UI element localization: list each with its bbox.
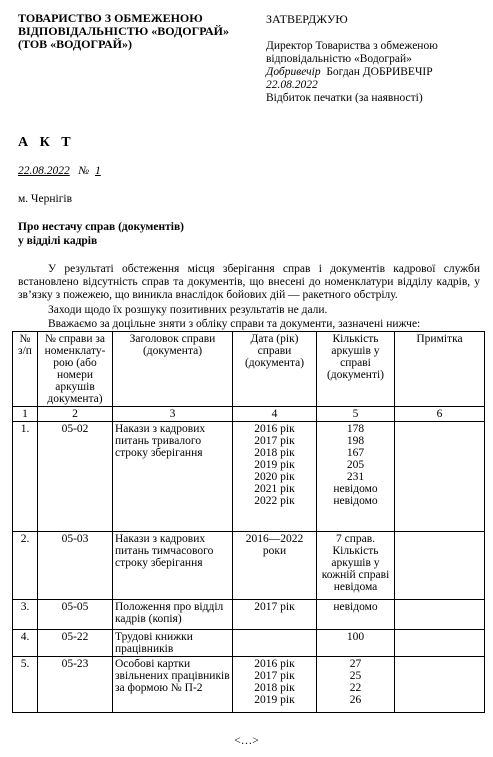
row-years bbox=[233, 600, 317, 630]
sheets-value: 231 bbox=[346, 471, 365, 483]
number-label: № bbox=[78, 165, 90, 177]
header-case-no: № справи за номенклату-рою (або номери аркушів документа) bbox=[38, 332, 113, 407]
year-value: 2021 рік bbox=[254, 483, 295, 495]
document-subject bbox=[18, 220, 184, 248]
org-line-1: ТОВАРИСТВО З ОБМЕЖЕНОЮ bbox=[18, 11, 203, 25]
sheets-value: 100 bbox=[346, 631, 365, 643]
seal-note: Відбиток печатки (за наявності) bbox=[266, 92, 423, 104]
sheets-value: 27 bbox=[349, 658, 362, 670]
row-case-no: 05-23 bbox=[38, 657, 113, 713]
signature: Добривечір bbox=[266, 66, 321, 78]
row-years bbox=[233, 532, 317, 600]
sheets-value: 178 bbox=[346, 423, 365, 435]
row-num: 4. bbox=[13, 630, 38, 657]
row-note bbox=[395, 600, 485, 630]
year-value: 2016 рік bbox=[254, 423, 295, 435]
row-title: Положення про відділ кадрів (копія) bbox=[113, 600, 233, 630]
org-line-3: (ТОВ «ВОДОГРАЙ») bbox=[18, 37, 132, 51]
row-case-no: 05-22 bbox=[38, 630, 113, 657]
row-title: Накази з кадрових питань тимчасового строку зберігання bbox=[113, 532, 233, 600]
table-row bbox=[13, 600, 485, 630]
year-value: 2017 рік bbox=[254, 435, 295, 447]
director-name: Богдан ДОБРИВЕЧІР bbox=[326, 66, 433, 78]
col-number: 5 bbox=[317, 407, 395, 422]
year-value: 2016 рік bbox=[254, 658, 295, 670]
row-sheets bbox=[317, 657, 395, 713]
row-years bbox=[233, 630, 317, 657]
header-date: Дата (рік) справи (документа) bbox=[233, 332, 317, 407]
sheets-value: 198 bbox=[346, 435, 365, 447]
sheets-value: невідомо bbox=[333, 483, 378, 495]
col-number: 4 bbox=[233, 407, 317, 422]
paragraph-2: Заходи щодо їх розшуку позитивних результатів не дали. bbox=[48, 304, 328, 316]
paragraph-1: У результаті обстеження місця зберігання справ і документів кадрової служби встановлено відсутність справ та документів, що внесені до номенклатури відділу кадрів, у зв’язку з пожежею, що виникла внаслідок бойових дій — ракетного обстрілу. bbox=[18, 263, 480, 301]
col-number: 6 bbox=[395, 407, 485, 422]
year-value: 2016—2022 роки bbox=[245, 533, 304, 557]
header-title: Заголовок справи (документа) bbox=[113, 332, 233, 407]
year-value: 2020 рік bbox=[254, 471, 295, 483]
row-title: Трудові книжки працівників bbox=[113, 630, 233, 657]
sheets-value: 167 bbox=[346, 447, 365, 459]
row-case-no: 05-02 bbox=[38, 422, 113, 532]
document-number: 1 bbox=[94, 165, 101, 177]
row-sheets bbox=[317, 532, 395, 600]
column-number-row bbox=[13, 407, 485, 422]
document-title: А К Т bbox=[18, 135, 75, 150]
paragraph-3: Вважаємо за доцільне зняти з обліку справи та документи, зазначені нижче: bbox=[48, 318, 421, 330]
sheets-value: невідомо bbox=[333, 495, 378, 507]
year-value: 2022 рік bbox=[254, 495, 295, 507]
approval-signature-line bbox=[266, 66, 486, 79]
row-num: 5. bbox=[13, 657, 38, 713]
col-number: 1 bbox=[13, 407, 38, 422]
subject-line-2: у відділі кадрів bbox=[18, 235, 98, 247]
row-sheets bbox=[317, 630, 395, 657]
row-title: Накази з кадрових питань тривалого строку зберігання bbox=[113, 422, 233, 532]
table-row bbox=[13, 657, 485, 713]
row-case-no: 05-05 bbox=[38, 600, 113, 630]
year-value: 2017 рік bbox=[254, 670, 295, 682]
sheets-value: 26 bbox=[349, 694, 362, 706]
approval-date: 22.08.2022 bbox=[266, 79, 318, 91]
approval-line-1: Директор Товариства з обмеженою bbox=[266, 40, 438, 52]
table-row bbox=[13, 532, 485, 600]
year-value: 2019 рік bbox=[254, 694, 295, 706]
date-number-line bbox=[18, 165, 101, 179]
sheets-value: 7 справ. Кількість аркушів у кожній справі невідома bbox=[321, 533, 390, 593]
approval-title: ЗАТВЕРДЖУЮ bbox=[266, 12, 348, 26]
col-number: 2 bbox=[38, 407, 113, 422]
header-sheets: Кількість аркушів у справі (документі) bbox=[317, 332, 395, 407]
sheets-value: 25 bbox=[349, 670, 362, 682]
approval-line-2: відповідальністю «Водограй» bbox=[266, 53, 412, 65]
row-title: Особові картки звільнених працівників за формою № П-2 bbox=[113, 657, 233, 713]
table-row bbox=[13, 630, 485, 657]
row-note bbox=[395, 657, 485, 713]
row-num: 1. bbox=[13, 422, 38, 532]
row-note bbox=[395, 532, 485, 600]
row-case-no: 05-03 bbox=[38, 532, 113, 600]
row-sheets bbox=[317, 600, 395, 630]
approval-block bbox=[266, 40, 486, 105]
row-note bbox=[395, 422, 485, 532]
organization-name bbox=[18, 12, 258, 51]
row-num: 3. bbox=[13, 600, 38, 630]
cases-table bbox=[12, 331, 485, 713]
sheets-value: 205 bbox=[346, 459, 365, 471]
document-date: 22.08.2022 bbox=[18, 165, 70, 177]
sheets-value: 22 bbox=[349, 682, 362, 694]
row-years bbox=[233, 422, 317, 532]
org-line-2: ВІДПОВІДАЛЬНІСТЮ «ВОДОГРАЙ» bbox=[18, 24, 230, 38]
row-years bbox=[233, 657, 317, 713]
year-value: 2019 рік bbox=[254, 459, 295, 471]
sheets-value: невідомо bbox=[333, 601, 378, 613]
table-header-row bbox=[13, 332, 485, 407]
header-note: Примітка bbox=[395, 332, 485, 407]
col-number: 3 bbox=[113, 407, 233, 422]
year-value: 2018 рік bbox=[254, 682, 295, 694]
omission-marker: <…> bbox=[234, 735, 259, 747]
city: м. Чернігів bbox=[18, 193, 73, 205]
table-row bbox=[13, 422, 485, 532]
year-value: 2017 рік bbox=[254, 601, 295, 613]
row-sheets bbox=[317, 422, 395, 532]
row-num: 2. bbox=[13, 532, 38, 600]
year-value: 2018 рік bbox=[254, 447, 295, 459]
subject-line-1: Про нестачу справ (документів) bbox=[18, 221, 184, 233]
header-num: № з/п bbox=[13, 332, 38, 407]
row-note bbox=[395, 630, 485, 657]
